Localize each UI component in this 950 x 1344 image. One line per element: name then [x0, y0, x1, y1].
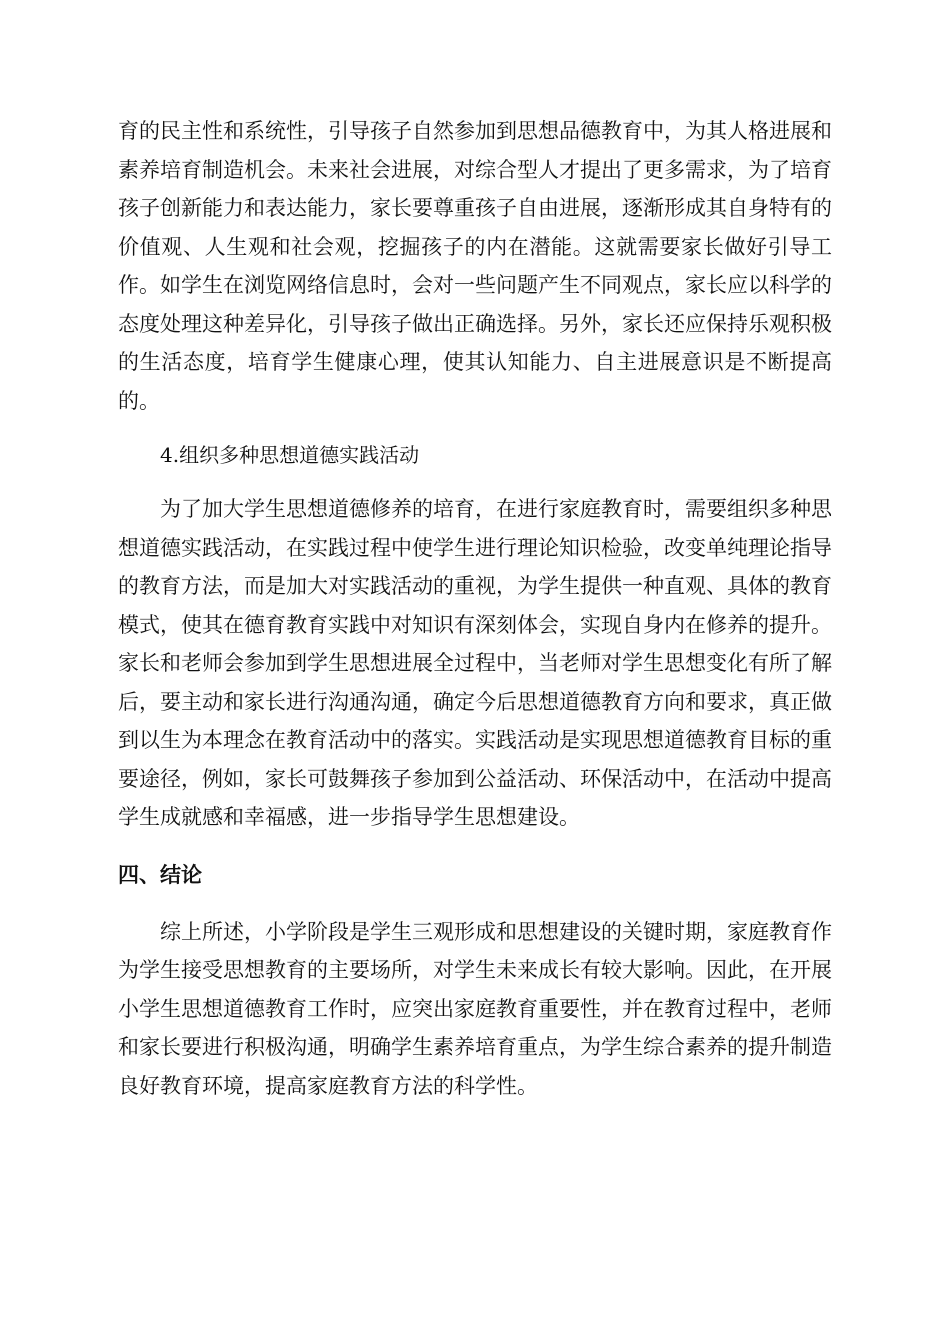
- body-paragraph-practice: 为了加大学生思想道德修养的培育，在进行家庭教育时，需要组织多种思想道德实践活动，在实践过程中使学生进行理论知识检验，改变单纯理论指导的教育方法，而是加大对实践活动的重视，为学生提供一种直观、具体的教育模式，使其在德育教育实践中对知识有深刻体会，实现自身内在修养的提升。家长和老师会参加到学生思想进展全过程中，当老师对学生思想变化有所了解后，要主动和家长进行沟通沟通，确定今后思想道德教育方向和要求，真正做到以生为本理念在教育活动中的落实。实践活动是实现思想道德教育目标的重要途径，例如，家长可鼓舞孩子参加到公益活动、环保活动中，在活动中提高学生成就感和幸福感，进一步指导学生思想建设。: [118, 497, 832, 829]
- body-paragraph-conclusion: 综上所述，小学阶段是学生三观形成和思想建设的关键时期，家庭教育作为学生接受思想教育的主要场所，对学生未来成长有较大影响。因此，在开展小学生思想道德教育工作时，应突出家庭教育重要性，并在教育过程中，老师和家长要进行积极沟通，明确学生素养培育重点，为学生综合素养的提升制造良好教育环境，提高家庭教育方法的科学性。: [118, 919, 832, 1098]
- paragraph-spacer: [118, 420, 832, 436]
- subsection-heading: 4.组织多种思想道德实践活动: [160, 443, 420, 467]
- paragraph-spacer: [118, 894, 832, 913]
- body-paragraph-continued: 育的民主性和系统性，引导孩子自然参加到思想品德教育中，为其人格进展和素养培育制造机会。未来社会进展，对综合型人才提出了更多需求，为了培育孩子创新能力和表达能力，家长要尊重孩子自由进展，逐渐形成其自身特有的价值观、人生观和社会观，挖掘孩子的内在潜能。这就需要家长做好引导工作。如学生在浏览网络信息时，会对一些问题产生不同观点，家长应以科学的态度处理这种差异化，引导孩子做出正确选择。另外，家长还应保持乐观积极的生活态度，培育学生健康心理，使其认知能力、自主进展意识是不断提高的。: [118, 119, 832, 413]
- paragraph-spacer: [118, 837, 832, 856]
- paragraph-spacer: [118, 474, 832, 490]
- section-heading: 四、结论: [118, 862, 202, 887]
